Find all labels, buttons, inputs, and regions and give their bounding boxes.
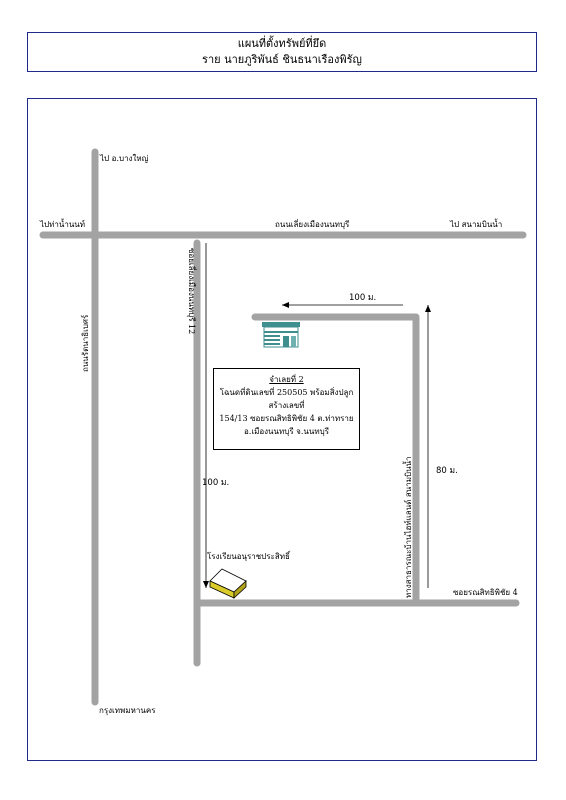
label-school: โรงเรียนอนุราชประสิทธิ์: [207, 552, 290, 561]
info-line3: อ.เมืองนนทบุรี จ.นนทบุรี: [243, 427, 329, 436]
label-dist-100-top: 100 ม.: [349, 293, 377, 303]
property-info-box: [213, 368, 360, 450]
info-heading: จำเลยที่ 2: [269, 375, 304, 384]
label-public-path: ทางสาธารณะบ้านไฮท์แลนด์ สนามบินน้ำ: [404, 456, 413, 598]
title-line1: แผนที่ตั้งทรัพย์ที่ยึด: [237, 37, 327, 50]
label-soi-sitthiphichai: ซอยรณสิทธิพิชัย 4: [453, 588, 518, 597]
label-to-sanam-bin-nam: ไป สนามบินน้ำ: [450, 220, 503, 229]
label-to-tha-nam: ไปท่าน้ำนนท์: [40, 220, 86, 229]
house-icon: [262, 322, 300, 347]
label-dist-100-left: 100 ม.: [202, 478, 230, 488]
label-lieng-mueang-road: ถนนเลี่ยงเมืองนนทบุรี: [275, 220, 350, 229]
label-to-bang-yai: ไป อ.บางใหญ่: [100, 154, 149, 163]
info-line1: โฉนดที่ดินเลขที่ 250505 พร้อมสิ่งปลูกสร้างเลขที่: [219, 388, 354, 410]
info-line2: 154/13 ซอยรณสิทธิพิชัย 4 ต.ท่าทราย: [219, 414, 354, 423]
label-ratanathibet-road: ถนนรัตนาธิเบศร์: [81, 314, 90, 372]
label-bangkok: กรุงเทพมหานคร: [99, 706, 156, 715]
label-dist-80: 80 ม.: [436, 466, 458, 476]
school-building-icon: [210, 569, 246, 598]
title-line2: ราย นายภูริพันธ์ ชินธนาเรืองพิรัญ: [202, 53, 362, 66]
label-soi-12: ซอยเลี่ยงเมืองนนทบุรี 12: [187, 248, 196, 335]
